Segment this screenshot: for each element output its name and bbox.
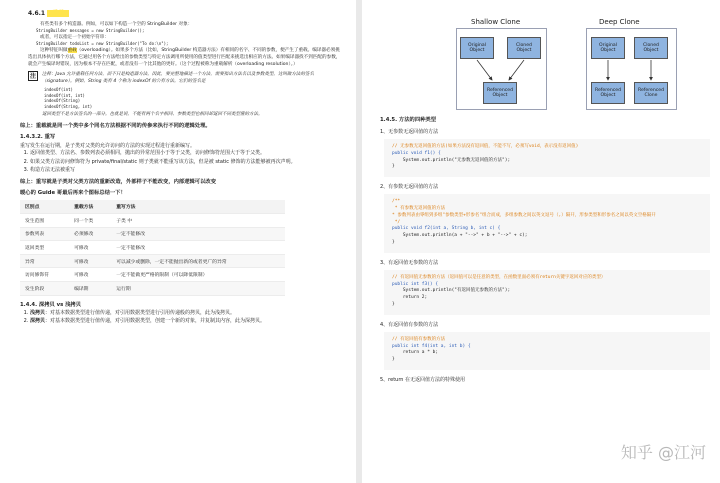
note-icon: 注 — [29, 73, 36, 80]
rewrite-rules-list — [30, 150, 342, 175]
list-item: 2. 如果父类方法访问修饰符为 private/final/static 则子类就不能重写该方法，但是被 static 修饰的方法能够被再次声明。 — [30, 159, 342, 167]
left-page — [0, 0, 356, 483]
rewrite-intro: 重写发生在运行期，是子类对父类的允许访问的方法的实现过程进行重新编写。 — [20, 143, 196, 150]
note-box — [28, 71, 342, 85]
deep-clone-title: Deep Clone — [599, 18, 640, 26]
section-title-highlight: 重载 — [47, 10, 69, 17]
table-row: 返回类型 可修改 一定不能修改 — [20, 241, 285, 255]
guide-summary: 暖心的 Guide 哥最后再来个图标总结一下！ — [20, 189, 126, 196]
table-row: 异常 可修改 可以减少或删除，一定不能抛出新的或者更广的异常 — [20, 254, 285, 268]
table-header-row: 区别点 重载方法 重写方法 — [20, 200, 285, 214]
section-heading: 4.6.1 重载 — [28, 8, 342, 17]
list-item: 3、有返回值无参数的方法 — [380, 259, 439, 266]
intro-paragraph-2: 或者，可以指定一个初始字符串： — [40, 35, 109, 40]
list-item: 2、有参数无返回值的方法 — [380, 184, 439, 191]
watermark: 知乎 @江河 — [620, 443, 706, 462]
rewrite-summary: 综上：重写就是子类对父类方法的重新改造，外部样子不能改变，内部逻辑可以改变 — [20, 178, 216, 185]
copy-heading: 1.4.4. 深拷贝 vs 浅拷贝 — [20, 301, 82, 308]
list-item: 2. 深拷贝：对基本数据类型进行值传递，对引用数据类型，创建一个新的对象，并复制其内容，此为深拷贝。 — [30, 318, 342, 326]
shallow-referenced-object: Referenced Object — [483, 82, 517, 104]
list-item: 3. 构造方法无法被重写 — [30, 167, 342, 175]
table-row: 访问修饰符 可修改 一定不能做更严格的限制（可以降低限制） — [20, 268, 285, 282]
overloading-paragraph: 这种特征叫做重载（overloading）。如果多个方法（比如，StringBuilder 构造器方法）有相同的名字、不同的参数，便产生了重载。编译器必须挑选出具体执行哪个方法，它通过用各个方法给出的参数类型与特定方法调用所使用的值类型进行匹配来挑选出相应的方法。如果编译器找不到匹配的参数，就会产生编译时错误，因为根本不存在匹配，或者没有一个比其他的更好。（这个过程被称为重载解析（overloading resolution）。） — [28, 48, 341, 67]
list-item: 1、无参数无返回值的方法 — [380, 129, 439, 135]
clone-diagram — [456, 10, 682, 112]
list-item: 5、return 在无返回值方法的特殊使用 — [380, 376, 466, 383]
note-code-block: indexOf(int) indexOf(int, int) indexOf(String) indexOf(String, int) — [44, 87, 93, 109]
shallow-cloned-object: Cloned Object — [507, 37, 541, 59]
shallow-original-object: Original Object — [460, 37, 494, 59]
deep-original-object: Original Object — [591, 37, 625, 59]
table-row: 参数列表 必须修改 一定不能修改 — [20, 227, 285, 241]
shallow-clone-title: Shallow Clone — [471, 18, 521, 26]
rewrite-heading: 1.4.3.2. 重写 — [20, 134, 56, 141]
method-types-heading: 1.4.5. 方法的四种类型 — [380, 117, 437, 123]
deep-referenced-clone: Referenced Clone — [634, 82, 668, 104]
deep-referenced-object: Referenced Object — [591, 82, 625, 104]
code-block-1: // 无参数无返回值的方法(如果方法没有返回值，不能不写，必须写void，表示没有返回值) public void f1() { System.out.println("无参数无返回值的方法"); } — [384, 139, 710, 177]
right-page — [362, 0, 720, 483]
code-block-4: // 有返回值有参数的方法 public int f4(int a, int b) { return a * b; } — [384, 332, 710, 370]
list-item: 4、有返回值有参数的方法 — [380, 321, 439, 328]
overload-summary: 综上：重载就是同一个类中多个同名方法根据不同的传参来执行不同的逻辑处理。 — [20, 123, 211, 130]
intro-paragraph-1: 有些类有多个构造器。例如，可以如下构造一个空的 StringBuilder 对象： — [40, 22, 193, 27]
comparison-table — [20, 200, 285, 296]
overloading-highlight: 重载 — [67, 48, 77, 53]
code-block-2: /** * 有参数无返回值的方法 * 参数列表由零组到多组"参数类型+形参名"组合而成，多组参数之间以英文逗号（,）隔开，形参类型和形参名之间以英文空格隔开 */ public void f2(int a, String b, int c) { System.out.println(a + "-->" + b + "-->" + c); } — [384, 194, 710, 253]
code-line-1: StringBuilder messages = new StringBuilder(); — [36, 28, 145, 33]
copy-list — [30, 310, 342, 326]
list-item: 1. 浅拷贝：对基本数据类型进行值传递，对引用数据类型进行引用传递般的拷贝，此为浅拷贝。 — [30, 310, 342, 318]
list-item: 1. 返回值类型、方法名、参数列表必须相同，抛出的异常范围小于等于父类，访问修饰符范围大于等于父类。 — [30, 150, 342, 158]
note-tail: 返回类型不是方法签名的一部分。也就是说，不能有两个名字相同、参数类型也相同却返回不同类型值的方法。 — [42, 112, 263, 118]
deep-cloned-object: Cloned Object — [634, 37, 668, 59]
code-block-3: // 有返回值无参数的方法（返回值可以是任意的类型，在函数里面必须有return关键字返回对应的类型） public int f3() { System.out.println("有返回值无参数的方法"); return 2; } — [384, 270, 710, 315]
table-row: 发生范围 同一个类 子类 中 — [20, 213, 285, 227]
table-row: 发生阶段 编译期 运行期 — [20, 281, 285, 295]
code-line-2: StringBuilder todoList = new StringBuilder("To do:\n"); — [36, 41, 169, 46]
note-text: 注释：Java 允许重载任何方法，而不只是构造器方法。因此，要完整地描述一个方法，需要指出方法名以及参数类型。这叫做方法的签名（signature）。例如，String 类有 4 个称为 indexOf 的公有方法。它们的签名是 — [42, 72, 314, 84]
